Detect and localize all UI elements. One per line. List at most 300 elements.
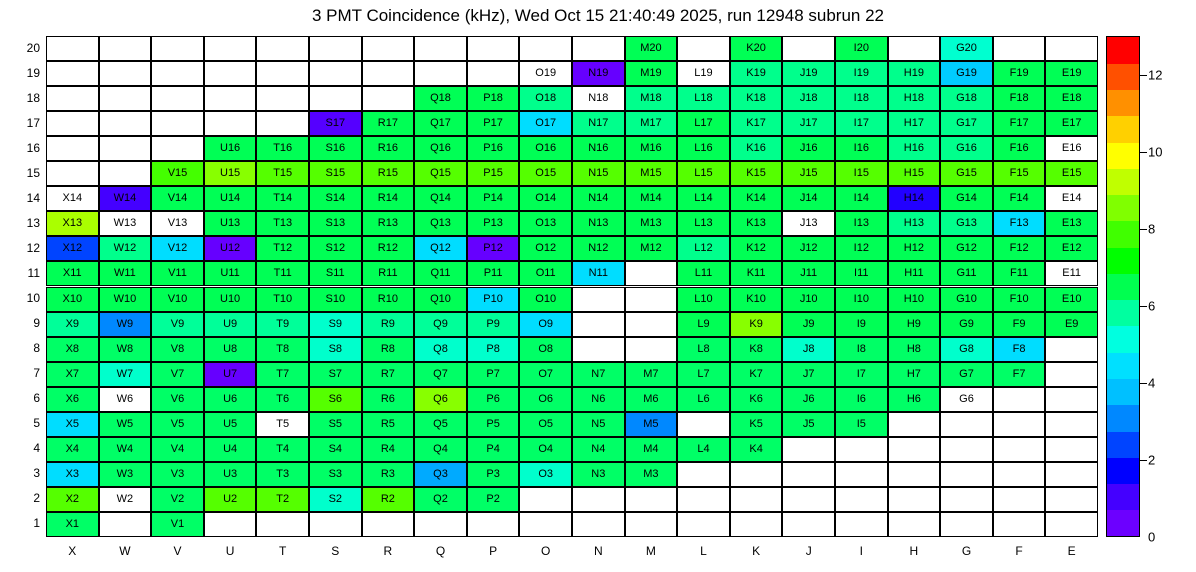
heatmap-cell: V5 — [151, 412, 204, 437]
colorbar-tick-label: 12 — [1148, 67, 1163, 83]
heatmap-cell: S14 — [309, 186, 362, 211]
y-tick-label: 5 — [33, 416, 40, 431]
y-tick-label: 15 — [26, 165, 40, 180]
heatmap-cell: W8 — [99, 337, 152, 362]
heatmap-cell — [99, 512, 152, 537]
heatmap-cell: R5 — [362, 412, 415, 437]
heatmap-cell: M5 — [625, 412, 678, 437]
heatmap-cell — [256, 36, 309, 61]
heatmap-cell: N18 — [572, 86, 625, 111]
y-tick-label: 6 — [33, 391, 40, 406]
heatmap-cell — [256, 86, 309, 111]
heatmap-cell — [572, 287, 625, 312]
heatmap-cell: O17 — [519, 111, 572, 136]
heatmap-cell: H12 — [888, 236, 941, 261]
colorbar-segment — [1107, 483, 1139, 510]
heatmap-cell: G7 — [940, 362, 993, 387]
heatmap-cell: Q13 — [414, 211, 467, 236]
heatmap-cell — [572, 487, 625, 512]
heatmap-cell: J13 — [782, 211, 835, 236]
heatmap-cell: O19 — [519, 61, 572, 86]
heatmap-cell: V6 — [151, 387, 204, 412]
heatmap-cell: W3 — [99, 462, 152, 487]
heatmap-cell: S13 — [309, 211, 362, 236]
heatmap-cell: F17 — [993, 111, 1046, 136]
colorbar-segment — [1107, 300, 1139, 327]
heatmap-cell: M3 — [625, 462, 678, 487]
heatmap-cell — [1045, 412, 1098, 437]
colorbar-tick-label: 6 — [1148, 298, 1156, 314]
heatmap-cell: U14 — [204, 186, 257, 211]
heatmap-cell — [625, 261, 678, 286]
heatmap-cell: Q7 — [414, 362, 467, 387]
heatmap-cell — [888, 487, 941, 512]
heatmap-cell: U15 — [204, 161, 257, 186]
heatmap-cell — [467, 36, 520, 61]
heatmap-cell: Q5 — [414, 412, 467, 437]
heatmap-cell: P11 — [467, 261, 520, 286]
heatmap-cell: O7 — [519, 362, 572, 387]
heatmap-cell: O6 — [519, 387, 572, 412]
colorbar-tick-label: 10 — [1148, 144, 1163, 160]
heatmap-cell: X14 — [46, 186, 99, 211]
heatmap-cell — [677, 412, 730, 437]
heatmap-cell — [46, 86, 99, 111]
heatmap-cell: Q11 — [414, 261, 467, 286]
colorbar-segment — [1107, 431, 1139, 458]
y-tick-label: 18 — [26, 90, 40, 105]
heatmap-cell — [309, 36, 362, 61]
heatmap-cell: T9 — [256, 312, 309, 337]
heatmap-cell: R13 — [362, 211, 415, 236]
heatmap-cell: U16 — [204, 136, 257, 161]
x-tick-label: W — [119, 544, 131, 558]
heatmap-cell: Q4 — [414, 437, 467, 462]
heatmap-cell: P9 — [467, 312, 520, 337]
heatmap-cell — [888, 512, 941, 537]
colorbar-segment — [1107, 195, 1139, 222]
heatmap-cell: G13 — [940, 211, 993, 236]
heatmap-cell — [309, 512, 362, 537]
heatmap-cell: V1 — [151, 512, 204, 537]
colorbar-segment — [1107, 352, 1139, 379]
heatmap-cell: I20 — [835, 36, 888, 61]
heatmap-cell: F18 — [993, 86, 1046, 111]
heatmap-cell: X13 — [46, 211, 99, 236]
heatmap-cell — [362, 512, 415, 537]
heatmap-cell: M19 — [625, 61, 678, 86]
heatmap-cell: R9 — [362, 312, 415, 337]
heatmap-cell — [46, 136, 99, 161]
colorbar-tick-label: 8 — [1148, 221, 1156, 237]
heatmap-cell — [1045, 362, 1098, 387]
heatmap-cell: S5 — [309, 412, 362, 437]
heatmap-cell: J17 — [782, 111, 835, 136]
heatmap-cell: E14 — [1045, 186, 1098, 211]
heatmap-cell: T4 — [256, 437, 309, 462]
heatmap-cell: S10 — [309, 287, 362, 312]
y-tick-label: 8 — [33, 341, 40, 356]
heatmap-cell: P12 — [467, 236, 520, 261]
y-tick-label: 19 — [26, 65, 40, 80]
heatmap-cell: V4 — [151, 437, 204, 462]
heatmap-cell: K17 — [730, 111, 783, 136]
colorbar-segment — [1107, 273, 1139, 300]
heatmap-cell: H7 — [888, 362, 941, 387]
heatmap-cell: N13 — [572, 211, 625, 236]
heatmap-cell — [519, 36, 572, 61]
x-tick-label: R — [383, 544, 393, 558]
heatmap-cell — [888, 412, 941, 437]
heatmap-cell — [993, 412, 1046, 437]
heatmap-cell: K9 — [730, 312, 783, 337]
heatmap-cell — [782, 36, 835, 61]
heatmap-cell: R10 — [362, 287, 415, 312]
heatmap-cell: R7 — [362, 362, 415, 387]
heatmap-cell: E15 — [1045, 161, 1098, 186]
heatmap-cell: S8 — [309, 337, 362, 362]
heatmap-cell: W13 — [99, 211, 152, 236]
heatmap-cell — [835, 487, 888, 512]
heatmap-cell: X9 — [46, 312, 99, 337]
heatmap-cell: H16 — [888, 136, 941, 161]
heatmap-cell: L7 — [677, 362, 730, 387]
heatmap-cell: P7 — [467, 362, 520, 387]
heatmap-cell: G15 — [940, 161, 993, 186]
heatmap-cell — [204, 36, 257, 61]
heatmap-cell: M14 — [625, 186, 678, 211]
heatmap-cell: N16 — [572, 136, 625, 161]
heatmap-cell: R11 — [362, 261, 415, 286]
heatmap-cell: L9 — [677, 312, 730, 337]
heatmap-cell: V14 — [151, 186, 204, 211]
heatmap-cell: P17 — [467, 111, 520, 136]
heatmap-cell: O4 — [519, 437, 572, 462]
heatmap-cell: H13 — [888, 211, 941, 236]
heatmap-cell: M20 — [625, 36, 678, 61]
heatmap-cell — [151, 136, 204, 161]
heatmap-cell: G16 — [940, 136, 993, 161]
heatmap-cell: P14 — [467, 186, 520, 211]
heatmap-cell: E18 — [1045, 86, 1098, 111]
heatmap-cell: F12 — [993, 236, 1046, 261]
heatmap-cell — [782, 462, 835, 487]
heatmap-cell: J12 — [782, 236, 835, 261]
heatmap-cell — [151, 86, 204, 111]
heatmap-cell: X6 — [46, 387, 99, 412]
heatmap-cell — [99, 111, 152, 136]
heatmap-cell — [519, 487, 572, 512]
heatmap-cell: I8 — [835, 337, 888, 362]
heatmap-cell: W11 — [99, 261, 152, 286]
heatmap-cell — [572, 337, 625, 362]
y-tick-label: 20 — [26, 40, 40, 55]
heatmap-cell: G20 — [940, 36, 993, 61]
colorbar-segment — [1107, 37, 1139, 64]
heatmap-cell: L11 — [677, 261, 730, 286]
heatmap-cell: V7 — [151, 362, 204, 387]
heatmap-cell: K4 — [730, 437, 783, 462]
colorbar-tick-mark — [1140, 229, 1147, 230]
y-tick-label: 13 — [26, 215, 40, 230]
heatmap-cell: O15 — [519, 161, 572, 186]
heatmap-cell: M13 — [625, 211, 678, 236]
colorbar-segment — [1107, 405, 1139, 432]
heatmap-cell: U12 — [204, 236, 257, 261]
heatmap-cell: T7 — [256, 362, 309, 387]
heatmap-cell: S3 — [309, 462, 362, 487]
heatmap-cell — [309, 86, 362, 111]
heatmap-cell: T5 — [256, 412, 309, 437]
heatmap-cell: S12 — [309, 236, 362, 261]
heatmap-cell: L6 — [677, 387, 730, 412]
heatmap-cell: R17 — [362, 111, 415, 136]
heatmap-cell: O11 — [519, 261, 572, 286]
heatmap-cell: M16 — [625, 136, 678, 161]
heatmap-cell: P16 — [467, 136, 520, 161]
heatmap-cell: K15 — [730, 161, 783, 186]
heatmap-cell: K16 — [730, 136, 783, 161]
heatmap-cell: I11 — [835, 261, 888, 286]
heatmap-cell: X8 — [46, 337, 99, 362]
heatmap-cell — [677, 512, 730, 537]
heatmap-cell: Q8 — [414, 337, 467, 362]
heatmap-cell: O18 — [519, 86, 572, 111]
heatmap-cell: T16 — [256, 136, 309, 161]
heatmap-cell: J10 — [782, 287, 835, 312]
heatmap-cell: K7 — [730, 362, 783, 387]
heatmap-cell: L15 — [677, 161, 730, 186]
heatmap-cell: W5 — [99, 412, 152, 437]
heatmap-cell: U9 — [204, 312, 257, 337]
x-tick-label: E — [1067, 544, 1076, 558]
heatmap-cell — [993, 487, 1046, 512]
heatmap-cell: N11 — [572, 261, 625, 286]
heatmap-cell: G9 — [940, 312, 993, 337]
heatmap-cell: X1 — [46, 512, 99, 537]
x-tick-label: K — [752, 544, 761, 558]
heatmap-cell — [1045, 437, 1098, 462]
heatmap-cell: R6 — [362, 387, 415, 412]
heatmap-cell: K20 — [730, 36, 783, 61]
heatmap-cell: E19 — [1045, 61, 1098, 86]
heatmap-cell: Q3 — [414, 462, 467, 487]
colorbar-tick-mark — [1140, 460, 1147, 461]
heatmap-plot — [46, 36, 1098, 537]
y-tick-label: 16 — [26, 140, 40, 155]
heatmap-cell — [677, 462, 730, 487]
heatmap-cell — [256, 111, 309, 136]
x-tick-label: Q — [435, 544, 446, 558]
heatmap-cell: K6 — [730, 387, 783, 412]
heatmap-cell: H9 — [888, 312, 941, 337]
heatmap-cell — [835, 437, 888, 462]
heatmap-cell — [625, 512, 678, 537]
heatmap-cell: V2 — [151, 487, 204, 512]
heatmap-cell: H18 — [888, 86, 941, 111]
heatmap-cell — [46, 61, 99, 86]
heatmap-cell — [940, 487, 993, 512]
heatmap-cell: L16 — [677, 136, 730, 161]
heatmap-cell: P6 — [467, 387, 520, 412]
colorbar-segment — [1107, 142, 1139, 169]
heatmap-cell: S2 — [309, 487, 362, 512]
y-tick-label: 7 — [33, 366, 40, 381]
colorbar-ticks — [1140, 36, 1190, 545]
heatmap-cell: N4 — [572, 437, 625, 462]
heatmap-cell: F14 — [993, 186, 1046, 211]
heatmap-cell: U3 — [204, 462, 257, 487]
heatmap-cell: H11 — [888, 261, 941, 286]
x-tick-label: L — [700, 544, 707, 558]
colorbar-segment — [1107, 168, 1139, 195]
colorbar-tick-mark — [1140, 152, 1147, 153]
heatmap-cell: M18 — [625, 86, 678, 111]
heatmap-cell: L10 — [677, 287, 730, 312]
heatmap-cell: L17 — [677, 111, 730, 136]
heatmap-cell: T8 — [256, 337, 309, 362]
heatmap-cell: E16 — [1045, 136, 1098, 161]
heatmap-cell — [730, 487, 783, 512]
heatmap-cell: K5 — [730, 412, 783, 437]
heatmap-cell: N19 — [572, 61, 625, 86]
heatmap-cell: Q12 — [414, 236, 467, 261]
heatmap-cell — [730, 462, 783, 487]
y-tick-label: 12 — [26, 240, 40, 255]
heatmap-cell: S6 — [309, 387, 362, 412]
heatmap-cell: G8 — [940, 337, 993, 362]
heatmap-cell — [835, 512, 888, 537]
heatmap-cell: O12 — [519, 236, 572, 261]
colorbar-segment — [1107, 247, 1139, 274]
heatmap-cell: R8 — [362, 337, 415, 362]
heatmap-cell — [362, 86, 415, 111]
heatmap-cell: T2 — [256, 487, 309, 512]
heatmap-cell: W14 — [99, 186, 152, 211]
heatmap-cell: Q15 — [414, 161, 467, 186]
heatmap-cell: E13 — [1045, 211, 1098, 236]
heatmap-cell — [625, 287, 678, 312]
heatmap-cell — [940, 462, 993, 487]
heatmap-cell: G19 — [940, 61, 993, 86]
heatmap-cell: S4 — [309, 437, 362, 462]
heatmap-cell: V12 — [151, 236, 204, 261]
heatmap-cell: R15 — [362, 161, 415, 186]
heatmap-cell: V10 — [151, 287, 204, 312]
heatmap-cell — [730, 512, 783, 537]
heatmap-cell — [1045, 462, 1098, 487]
heatmap-cell: F7 — [993, 362, 1046, 387]
y-tick-label: 2 — [33, 491, 40, 506]
heatmap-cell — [204, 86, 257, 111]
heatmap-cell — [1045, 36, 1098, 61]
heatmap-cell — [572, 512, 625, 537]
heatmap-cell: W12 — [99, 236, 152, 261]
heatmap-cell — [940, 437, 993, 462]
y-tick-label: 3 — [33, 466, 40, 481]
heatmap-cell: J16 — [782, 136, 835, 161]
heatmap-cell: F16 — [993, 136, 1046, 161]
heatmap-cell: I5 — [835, 412, 888, 437]
heatmap-cell: F10 — [993, 287, 1046, 312]
heatmap-cell — [993, 387, 1046, 412]
heatmap-cell — [99, 36, 152, 61]
y-tick-label: 4 — [33, 441, 40, 456]
heatmap-cell: W4 — [99, 437, 152, 462]
heatmap-cell: N14 — [572, 186, 625, 211]
heatmap-cell: P3 — [467, 462, 520, 487]
heatmap-cell — [414, 512, 467, 537]
heatmap-cell: P13 — [467, 211, 520, 236]
x-tick-label: T — [279, 544, 287, 558]
heatmap-cell: X12 — [46, 236, 99, 261]
heatmap-cell: G6 — [940, 387, 993, 412]
chart-title: 3 PMT Coincidence (kHz), Wed Oct 15 21:40:49 2025, run 12948 subrun 22 — [311, 6, 885, 25]
heatmap-cell: T11 — [256, 261, 309, 286]
heatmap-cell: L13 — [677, 211, 730, 236]
heatmap-cell — [204, 111, 257, 136]
heatmap-cell: X11 — [46, 261, 99, 286]
heatmap-cell: V11 — [151, 261, 204, 286]
heatmap-cell: H10 — [888, 287, 941, 312]
heatmap-cell: M7 — [625, 362, 678, 387]
heatmap-cell: F9 — [993, 312, 1046, 337]
heatmap-cell: L8 — [677, 337, 730, 362]
heatmap-cell: J14 — [782, 186, 835, 211]
heatmap-cell: F8 — [993, 337, 1046, 362]
heatmap-cell: U5 — [204, 412, 257, 437]
heatmap-cell: K13 — [730, 211, 783, 236]
heatmap-cell: X10 — [46, 287, 99, 312]
heatmap-cell: R3 — [362, 462, 415, 487]
heatmap-cell: V3 — [151, 462, 204, 487]
heatmap-cell: H8 — [888, 337, 941, 362]
heatmap-cell: P4 — [467, 437, 520, 462]
colorbar-segment — [1107, 63, 1139, 90]
heatmap-cell — [414, 36, 467, 61]
colorbar — [1106, 36, 1140, 537]
heatmap-cell — [414, 61, 467, 86]
heatmap-cell: Q6 — [414, 387, 467, 412]
heatmap-cell: J6 — [782, 387, 835, 412]
heatmap-cell: P8 — [467, 337, 520, 362]
x-tick-label: F — [1015, 544, 1023, 558]
heatmap-cell: L14 — [677, 186, 730, 211]
x-tick-label: O — [541, 544, 551, 558]
heatmap-cell: G11 — [940, 261, 993, 286]
heatmap-cell — [993, 36, 1046, 61]
x-tick-label: I — [859, 544, 863, 558]
heatmap-cell: N15 — [572, 161, 625, 186]
heatmap-cell: R16 — [362, 136, 415, 161]
heatmap-cell: T13 — [256, 211, 309, 236]
heatmap-cell: J18 — [782, 86, 835, 111]
heatmap-cell — [1045, 512, 1098, 537]
heatmap-cells — [46, 36, 1098, 537]
heatmap-cell — [46, 36, 99, 61]
colorbar-tick-mark — [1140, 306, 1147, 307]
x-tick-label: J — [805, 544, 812, 558]
heatmap-cell: M12 — [625, 236, 678, 261]
heatmap-cell: K14 — [730, 186, 783, 211]
heatmap-cell: S7 — [309, 362, 362, 387]
colorbar-tick-mark — [1140, 75, 1147, 76]
heatmap-cell: K10 — [730, 287, 783, 312]
heatmap-cell: V9 — [151, 312, 204, 337]
heatmap-cell: E10 — [1045, 287, 1098, 312]
heatmap-cell — [151, 36, 204, 61]
heatmap-cell — [99, 86, 152, 111]
